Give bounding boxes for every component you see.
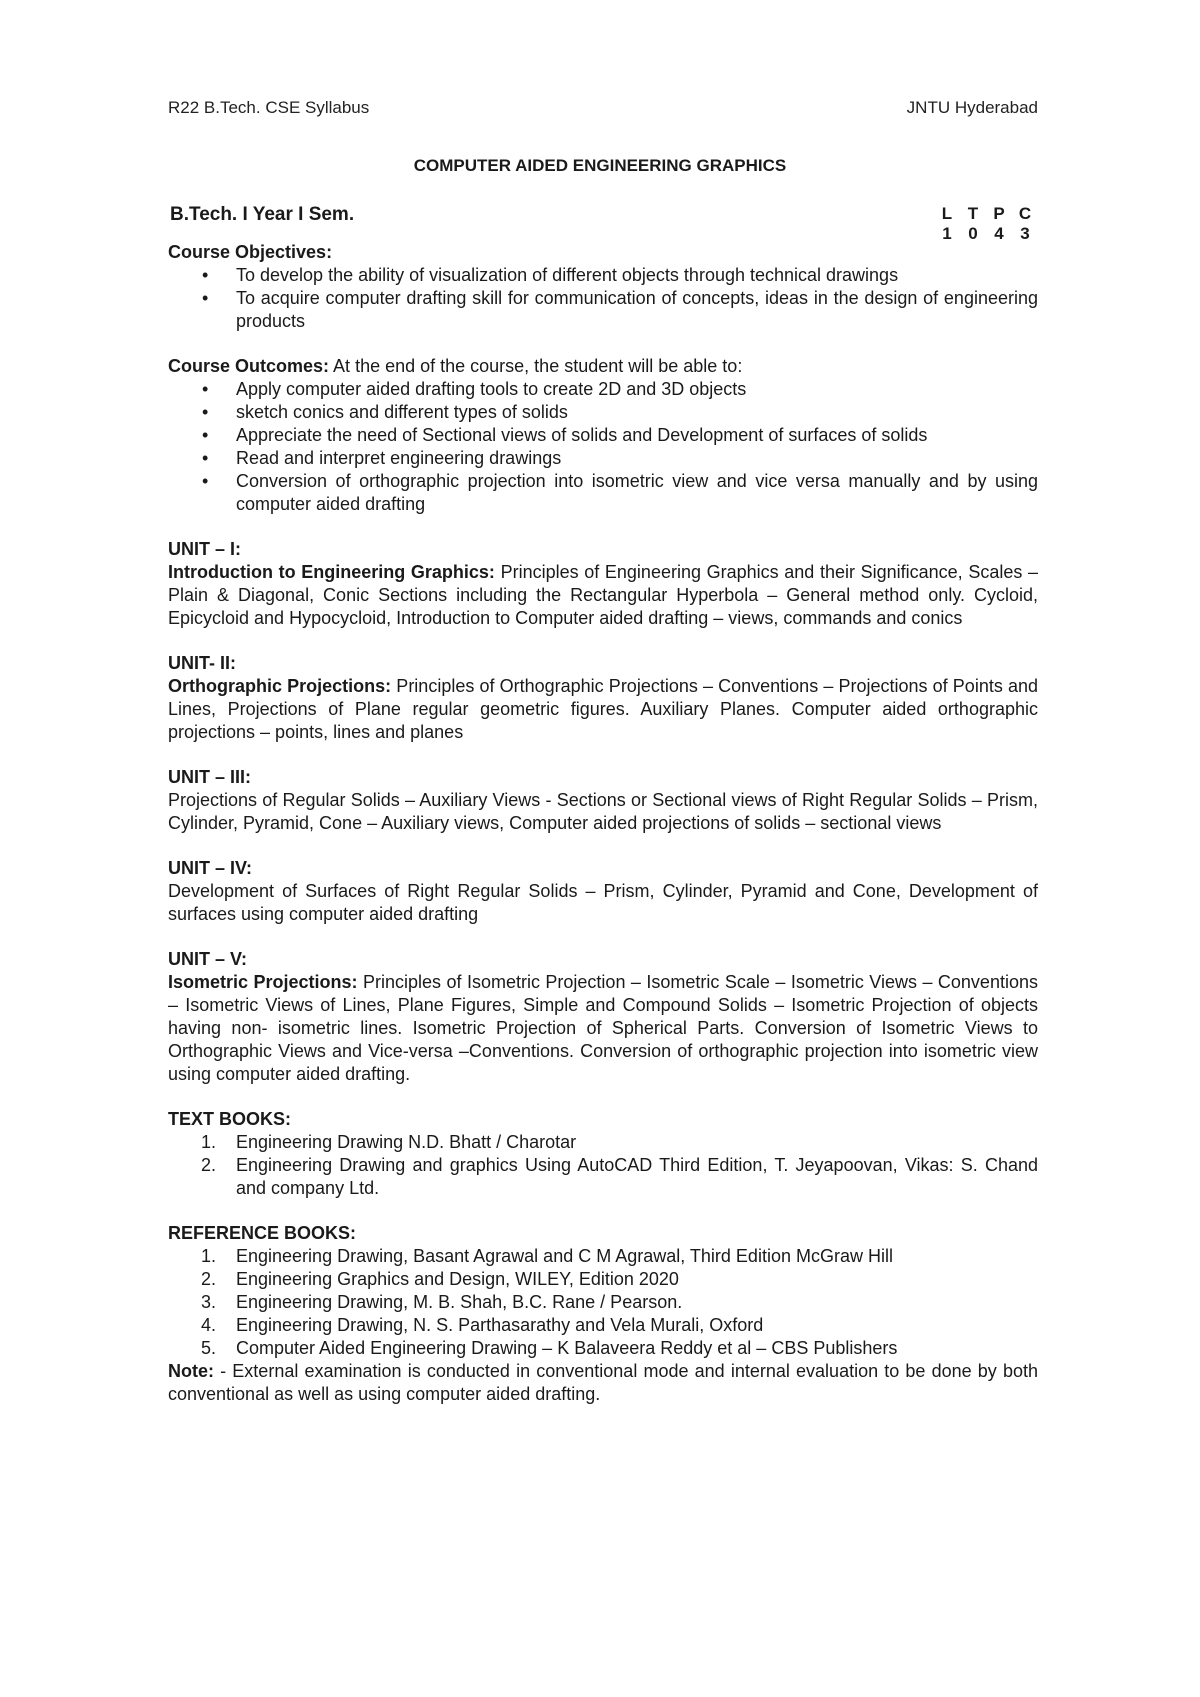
text-books bbox=[168, 1108, 1038, 1200]
unit-text: Principles of Orthographic Projections – Conventions – Projections of Points and Lines, Projections of Plane regular geometric figures. Auxiliary Planes. Computer aided orthographic projections – points, lines and planes bbox=[168, 676, 1038, 742]
unit-lead: Orthographic Projections: bbox=[168, 676, 392, 696]
course-outcomes bbox=[168, 355, 1038, 516]
unit-body bbox=[168, 675, 1038, 744]
item-text: Computer Aided Engineering Drawing – K Balaveera Reddy et al – CBS Publishers bbox=[236, 1338, 898, 1358]
item-text: Engineering Drawing, Basant Agrawal and C M Agrawal, Third Edition McGraw Hill bbox=[236, 1246, 893, 1266]
outcomes-list bbox=[168, 378, 1038, 516]
objectives-list bbox=[168, 264, 1038, 333]
list-item: • To develop the ability of visualization of different objects through technical drawings bbox=[236, 264, 1038, 287]
unit-5 bbox=[168, 948, 1038, 1086]
list-item: • Read and interpret engineering drawings bbox=[236, 447, 1038, 470]
reference-books-list bbox=[168, 1245, 1038, 1360]
course-objectives bbox=[168, 241, 1038, 333]
list-item bbox=[201, 1268, 1038, 1291]
list-item: • Conversion of orthographic projection into isometric view and vice versa manually and by using computer aided drafting bbox=[236, 470, 1038, 516]
ltpc-letter: P bbox=[993, 204, 1005, 223]
unit-1 bbox=[168, 538, 1038, 630]
ltpc-letter: L bbox=[941, 204, 953, 223]
unit-text: Development of Surfaces of Right Regular Solids – Prism, Cylinder, Pyramid and Cone, Development of surfaces using computer aided drafting bbox=[168, 881, 1038, 924]
unit-text: Principles of Engineering Graphics and their Significance, Scales – Plain & Diagonal, Conic Sections including the Rectangular Hyperbola – General method only. Cycloid, Epicycloid and Hypocycloid, Introduction to Computer aided drafting – views, commands and conics bbox=[168, 562, 1038, 628]
syllabus-page bbox=[168, 96, 1038, 1406]
unit-2 bbox=[168, 652, 1038, 744]
semester-row bbox=[168, 203, 1038, 244]
ltpc-letters bbox=[934, 204, 1038, 224]
ltpc-value: 0 bbox=[968, 224, 978, 243]
list-item bbox=[201, 1245, 1038, 1268]
list-item bbox=[201, 1337, 1038, 1360]
item-number: 5. bbox=[201, 1338, 217, 1358]
ltpc-value: 1 bbox=[942, 224, 952, 243]
list-item: • Appreciate the need of Sectional views of solids and Development of surfaces of solids bbox=[236, 424, 1038, 447]
list-item bbox=[201, 1154, 1038, 1200]
note bbox=[168, 1360, 1038, 1406]
unit-text: Principles of Isometric Projection – Isometric Scale – Isometric Views – Conventions – Isometric Views of Lines, Plane Figures, Simple and Compound Solids – Isometric Projection of objects having non- isometric lines. Isometric Projection of Spherical Parts. Conversion of Isometric Views to Orthographic Views and Vice-versa –Conventions. Conversion of orthographic projection into isometric view using computer aided drafting. bbox=[168, 972, 1038, 1084]
ltpc-value: 4 bbox=[994, 224, 1004, 243]
unit-lead: Isometric Projections: bbox=[168, 972, 358, 992]
text-books-heading: TEXT BOOKS: bbox=[168, 1109, 292, 1129]
unit-heading: UNIT- II: bbox=[168, 653, 236, 673]
header-left: R22 B.Tech. CSE Syllabus bbox=[168, 98, 370, 117]
item-number: 2. bbox=[201, 1269, 217, 1289]
reference-books-heading: REFERENCE BOOKS: bbox=[168, 1223, 357, 1243]
note-lead: Note: bbox=[168, 1361, 214, 1381]
unit-body bbox=[168, 561, 1038, 630]
list-item bbox=[201, 1291, 1038, 1314]
outcomes-intro: At the end of the course, the student will be able to: bbox=[329, 356, 743, 376]
unit-lead: Introduction to Engineering Graphics: bbox=[168, 562, 495, 582]
unit-body bbox=[168, 880, 1038, 926]
list-item: • Apply computer aided drafting tools to create 2D and 3D objects bbox=[236, 378, 1038, 401]
ltpc-values bbox=[934, 224, 1038, 244]
unit-text: Projections of Regular Solids – Auxiliary Views - Sections or Sectional views of Right Regular Solids – Prism, Cylinder, Pyramid, Cone – Auxiliary views, Computer aided projections of solids – sectional views bbox=[168, 790, 1038, 833]
item-number: 4. bbox=[201, 1315, 217, 1335]
item-text: Engineering Drawing, M. B. Shah, B.C. Rane / Pearson. bbox=[236, 1292, 683, 1312]
objectives-heading: Course Objectives: bbox=[168, 242, 333, 262]
ltpc-letter: C bbox=[1018, 204, 1032, 223]
unit-heading: UNIT – V: bbox=[168, 949, 248, 969]
list-item bbox=[201, 1314, 1038, 1337]
item-number: 1. bbox=[201, 1132, 217, 1152]
reference-books bbox=[168, 1222, 1038, 1406]
item-text: Engineering Drawing and graphics Using AutoCAD Third Edition, T. Jeyapoovan, Vikas: S. Chand and company Ltd. bbox=[236, 1155, 1038, 1198]
header-right: JNTU Hyderabad bbox=[906, 98, 1038, 117]
page-header bbox=[168, 96, 1038, 119]
outcomes-heading: Course Outcomes: bbox=[168, 356, 330, 376]
unit-body bbox=[168, 789, 1038, 835]
item-text: Engineering Graphics and Design, WILEY, Edition 2020 bbox=[236, 1269, 679, 1289]
ltpc-table bbox=[934, 204, 1038, 244]
unit-3 bbox=[168, 766, 1038, 835]
item-text: Engineering Drawing, N. S. Parthasarathy and Vela Murali, Oxford bbox=[236, 1315, 764, 1335]
unit-heading: UNIT – III: bbox=[168, 767, 252, 787]
course-title: COMPUTER AIDED ENGINEERING GRAPHICS bbox=[413, 156, 787, 175]
list-item bbox=[201, 1131, 1038, 1154]
note-text: - External examination is conducted in conventional mode and internal evaluation to be done by both conventional as well as using computer aided drafting. bbox=[168, 1361, 1038, 1404]
unit-heading: UNIT – I: bbox=[168, 539, 242, 559]
list-item: • To acquire computer drafting skill for communication of concepts, ideas in the design of engineering products bbox=[236, 287, 1038, 333]
unit-4 bbox=[168, 857, 1038, 926]
item-number: 2. bbox=[201, 1155, 217, 1175]
unit-body bbox=[168, 971, 1038, 1086]
item-number: 3. bbox=[201, 1292, 217, 1312]
ltpc-value: 3 bbox=[1020, 224, 1030, 243]
ltpc-letter: T bbox=[967, 204, 979, 223]
semester-label: B.Tech. I Year I Sem. bbox=[170, 204, 355, 225]
item-number: 1. bbox=[201, 1246, 217, 1266]
text-books-list bbox=[168, 1131, 1038, 1200]
unit-heading: UNIT – IV: bbox=[168, 858, 253, 878]
item-text: Engineering Drawing N.D. Bhatt / Charotar bbox=[236, 1132, 577, 1152]
list-item: • sketch conics and different types of solids bbox=[236, 401, 1038, 424]
